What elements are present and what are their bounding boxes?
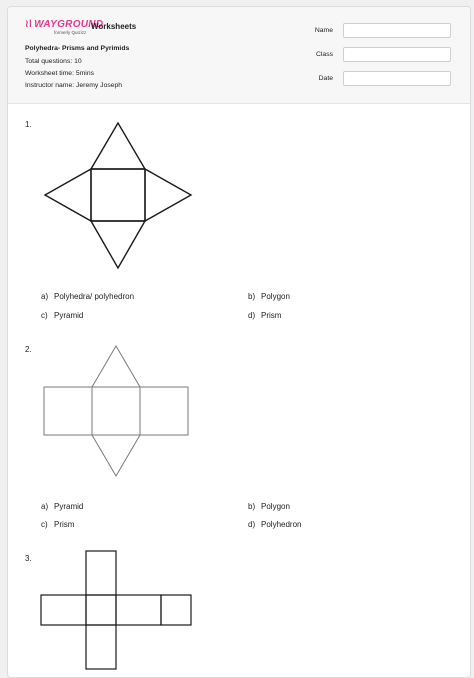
date-label: Date [318, 75, 333, 82]
brand-subtitle: formerly Quizizz [54, 30, 87, 35]
q1-option-d[interactable]: d) Prism [248, 311, 282, 320]
brand-mark-icon: ≀ǀ [25, 19, 33, 30]
net-rect-right [116, 595, 161, 625]
question-3-figure [8, 7, 470, 677]
q1-option-c[interactable]: c) Pyramid [41, 311, 84, 320]
net-rect-center [86, 595, 116, 625]
app-title: Worksheets [91, 22, 137, 31]
q2-option-d[interactable]: d) Polyhedron [248, 520, 302, 529]
worksheet-time: Worksheet time: 5mins [25, 70, 94, 77]
question-1-number: 1. [25, 120, 32, 129]
q2-option-b[interactable]: b) Polygon [248, 502, 290, 511]
q2-option-c[interactable]: c) Prism [41, 520, 75, 529]
net-rect-top [86, 551, 116, 595]
worksheet-page [7, 6, 471, 678]
net-rect-bottom [86, 625, 116, 669]
net-rect-far-right [161, 595, 191, 625]
total-questions: Total questions: 10 [25, 58, 82, 65]
instructor-name: Instructor name: Jeremy Joseph [25, 82, 123, 89]
cross-shaped-net [41, 551, 191, 669]
brand-name: WAYGROUND [34, 19, 104, 30]
q2-option-a[interactable]: a) Pyramid [41, 502, 84, 511]
worksheet-name: Polyhedra- Prisms and Pyrimids [25, 45, 130, 52]
q1-option-a[interactable]: a) Polyhedra/ polyhedron [41, 292, 135, 301]
q1-option-b[interactable]: b) Polygon [248, 292, 290, 301]
name-label: Name [314, 27, 333, 34]
question-2-number: 2. [25, 345, 32, 354]
question-3-number: 3. [25, 554, 32, 563]
class-label: Class [316, 51, 333, 58]
net-rect-left [41, 595, 86, 625]
